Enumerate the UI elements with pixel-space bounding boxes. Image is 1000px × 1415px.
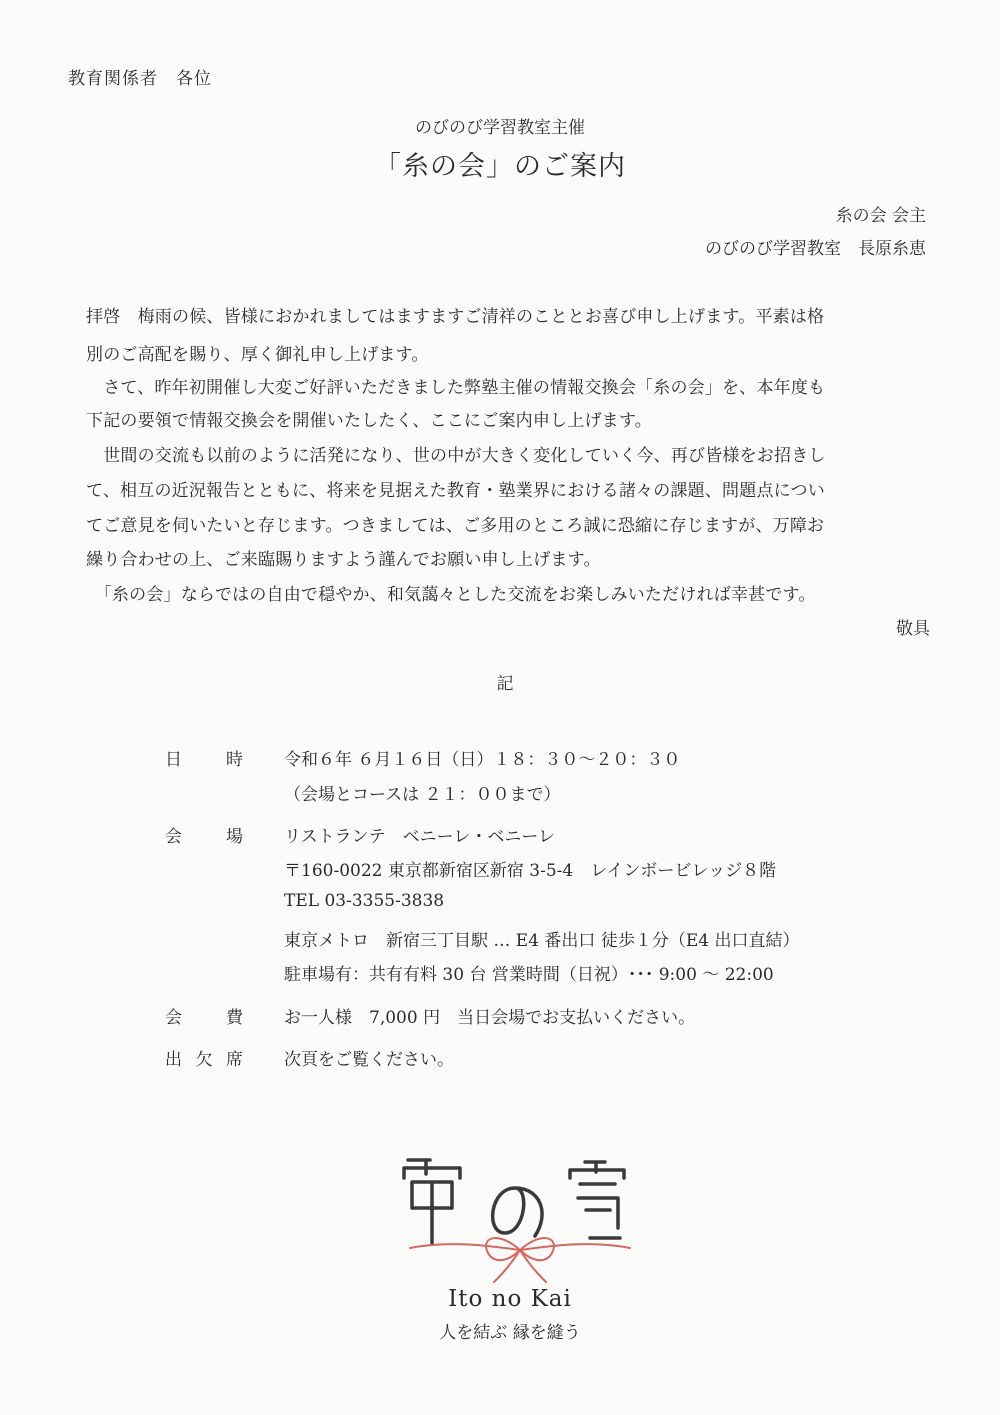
body-line: 拝啓 梅雨の候、皆様におかれましてはますますご清祥のこととお喜び申し上げます。平素は格: [86, 307, 825, 327]
logo-english-name: Ito no Kai: [448, 1286, 572, 1312]
body-line: さて、昨年初開催し大変ご好評いただきました弊塾主催の情報交換会「糸の会」を、本年度も: [86, 378, 826, 398]
attendance-label: 出 欠 席: [165, 1050, 243, 1070]
fee-value: お一人様 7,000 円 当日会場でお支払いください。: [284, 1008, 696, 1028]
sender-title: 糸の会 会主: [835, 206, 926, 226]
closing-word: 敬具: [896, 619, 930, 639]
body-line: て、相互の近況報告とともに、将来を見据えた教育・塾業界における諸々の課題、問題点につい: [86, 481, 825, 501]
datetime-label: 日 時: [165, 750, 243, 770]
body-line: 世間の交流も以前のように活発になり、世の中が大きく変化していく今、再び皆様をお招きし: [86, 446, 826, 466]
venue-name: リストランテ ベニーレ・ベニーレ: [284, 827, 555, 847]
addressee: 教育関係者 各位: [68, 69, 212, 89]
venue-parking: 駐車場有：共有有料 30 台 営業時間（日祝）･･･ 9:00 ～ 22:00: [284, 965, 774, 985]
document-title: 「糸の会」のご案内: [374, 151, 626, 182]
attendance-value: 次頁をご覧ください。: [284, 1050, 454, 1070]
venue-phone: TEL 03-3355-3838: [284, 891, 445, 911]
body-line: てご意見を伺いたいと存じます。つきましては、ご多用のところ誠に恐縮に存じますが、万障お: [86, 516, 825, 536]
body-line: 繰り合わせの上、ご来臨賜りますよう謹んでお願い申し上げます。: [86, 550, 601, 570]
logo-ribbon: [410, 1238, 630, 1282]
sender-name: のびのび学習教室 長原糸恵: [705, 239, 926, 259]
venue-access: 東京メトロ 新宿三丁目駅 … E4 番出口 徒歩１分（E4 出口直結）: [284, 931, 800, 951]
organizer-line: のびのび学習教室主催: [415, 118, 585, 138]
logo-wordmark-strokes: [404, 1160, 624, 1243]
venue-label: 会 場: [165, 827, 243, 847]
body-line: 「糸の会」ならではの自由で穏やか、和気藹々とした交流をお楽しみいただければ幸甚です。: [86, 585, 816, 605]
datetime-value: 令和６年 ６月１６日（日）１８：３０～２０：３０: [284, 750, 681, 770]
venue-address: 〒160-0022 東京都新宿区新宿 3-5-4 レインボービレッジ８階: [284, 861, 777, 881]
datetime-note: （会場とコースは ２１：００まで）: [284, 785, 561, 805]
body-line: 下記の要領で情報交換会を開催いたしたく、ここにご案内申し上げます。: [86, 411, 652, 431]
fee-label: 会 費: [165, 1008, 243, 1028]
ki-heading: 記: [496, 674, 514, 694]
body-line: 別のご高配を賜り、厚く御礼申し上げます。: [86, 345, 429, 365]
logo-tagline: 人を結ぶ 縁を縫う: [439, 1323, 581, 1343]
